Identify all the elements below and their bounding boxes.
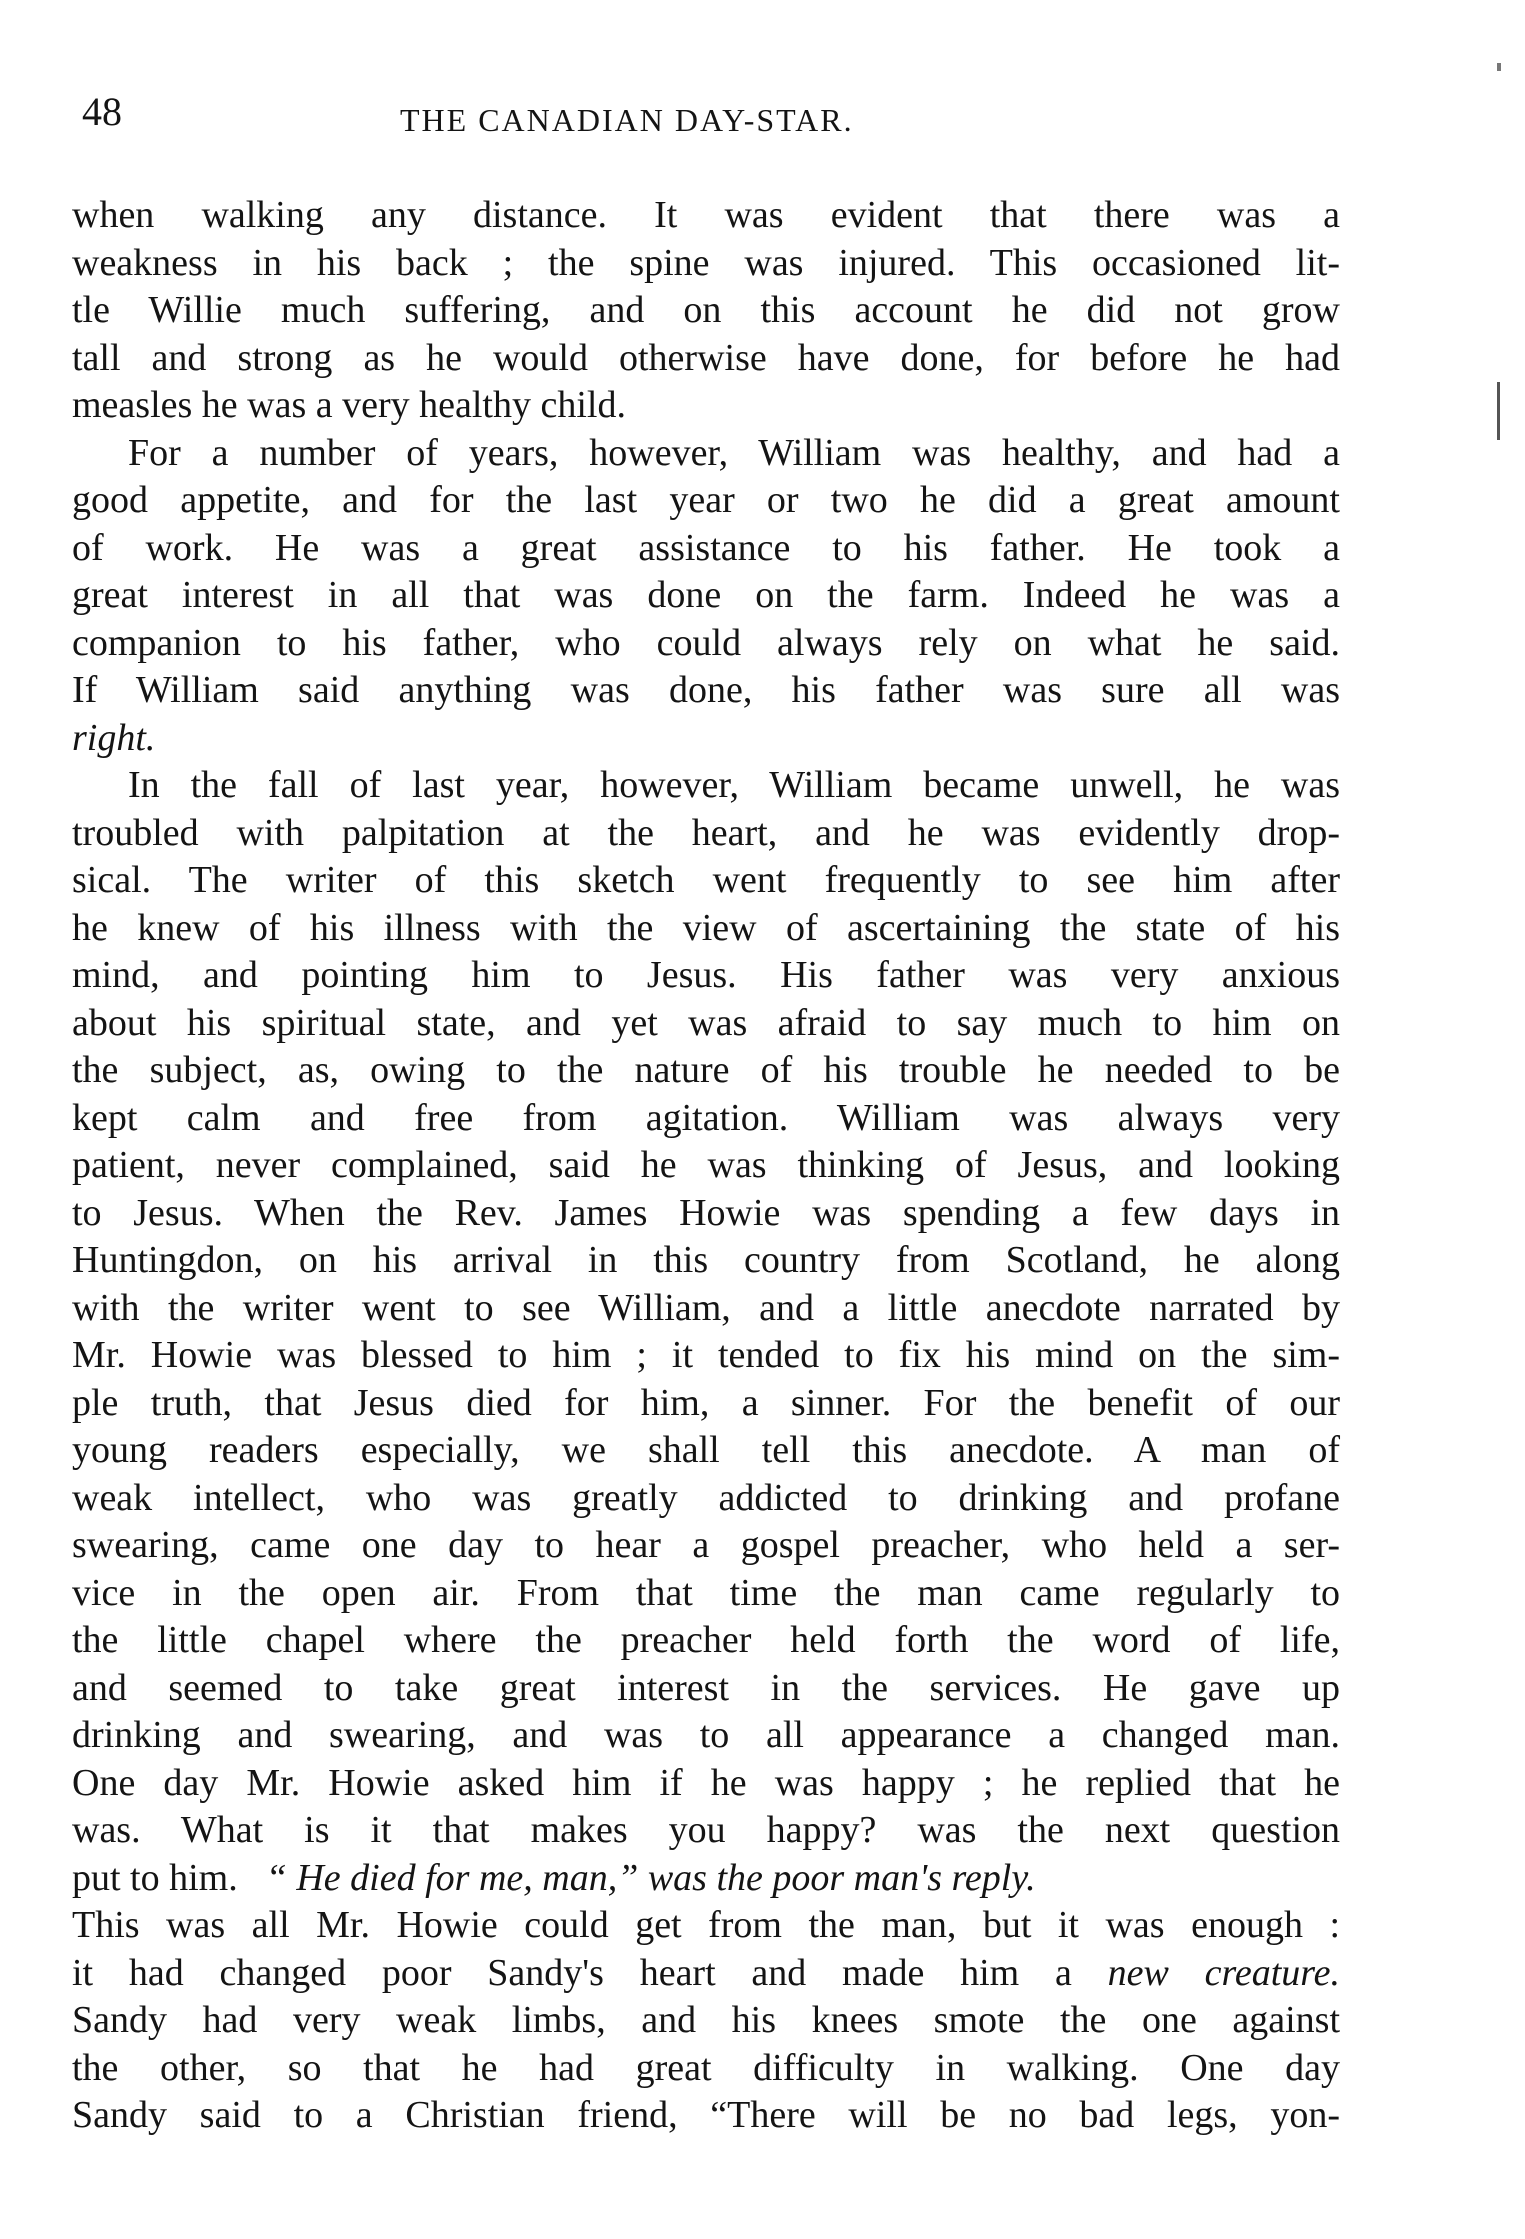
text-line: tall and strong as he would otherwise have done, for before he had — [72, 336, 1340, 379]
text-line: This was all Mr. Howie could get from the man, but it was enough : — [72, 1904, 1340, 1946]
text-fragment: it had changed poor Sandy's heart and made him a — [72, 1951, 1072, 1994]
text-line: when walking any distance. It was evident that there was a — [72, 194, 1340, 236]
body-text — [72, 192, 1340, 2140]
text-line: drinking and swearing, and was to all appearance a changed man. — [72, 1714, 1340, 1756]
text-line: he knew of his illness with the view of ascertaining the state of his — [72, 906, 1340, 949]
text-line: companion to his father, who could always rely on what he said. — [72, 621, 1340, 664]
text-line: Huntingdon, on his arrival in this country from Scotland, he along — [72, 1239, 1340, 1281]
text-line: For a number of years, however, William was healthy, and had a — [128, 431, 1340, 474]
text-line: with the writer went to see William, and a little anecdote narrated by — [72, 1286, 1340, 1329]
text-line: of work. He was a great assistance to his father. He took a — [72, 526, 1340, 569]
margin-mark — [1497, 382, 1500, 440]
text-line: and seemed to take great interest in the services. He gave up — [72, 1666, 1340, 1709]
text-line: measles he was a very healthy child. — [72, 384, 626, 426]
text-line: to Jesus. When the Rev. James Howie was spending a few days in — [72, 1191, 1340, 1234]
text-line: weak intellect, who was greatly addicted to drinking and profane — [72, 1476, 1340, 1519]
text-line: Sandy had very weak limbs, and his knees smote the one against — [72, 1999, 1340, 2041]
text-line: kept calm and free from agitation. William was always very — [72, 1096, 1340, 1139]
text-line: One day Mr. Howie asked him if he was happy ; he replied that he — [72, 1761, 1340, 1804]
text-line: sical. The writer of this sketch went frequently to see him after — [72, 859, 1340, 901]
text-line: patient, never complained, said he was thinking of Jesus, and looking — [72, 1144, 1340, 1186]
text-line: troubled with palpitation at the heart, and he was evidently drop- — [72, 811, 1340, 854]
text-line: weakness in his back ; the spine was injured. This occasioned lit- — [72, 241, 1340, 284]
quoted-reply: “ He died for me, man,” was the poor man's reply. — [265, 1856, 1036, 1899]
text-line: In the fall of last year, however, William became unwell, he was — [128, 764, 1340, 806]
text-fragment: put to him. — [72, 1856, 238, 1899]
text-line: great interest in all that was done on the farm. Indeed he was a — [72, 574, 1340, 616]
text-line: the little chapel where the preacher held forth the word of life, — [72, 1619, 1340, 1661]
text-line: ple truth, that Jesus died for him, a sinner. For the benefit of our — [72, 1381, 1340, 1424]
margin-mark-top — [1497, 63, 1501, 71]
text-line: right. — [72, 716, 156, 759]
text-line: swearing, came one day to hear a gospel preacher, who held a ser- — [72, 1524, 1340, 1566]
text-line: the subject, as, owing to the nature of his trouble he needed to be — [72, 1049, 1340, 1091]
emphasis-text: new creature. — [1107, 1951, 1340, 1994]
text-line: If William said anything was done, his father was sure all was — [72, 669, 1340, 711]
text-line: mind, and pointing him to Jesus. His father was very anxious — [72, 954, 1340, 996]
text-line — [72, 1950, 1340, 1998]
running-title: THE CANADIAN DAY-STAR. — [400, 102, 854, 138]
text-line: tle Willie much suffering, and on this account he did not grow — [72, 289, 1340, 331]
text-line: the other, so that he had great difficulty in walking. One day — [72, 2046, 1340, 2089]
text-line: Mr. Howie was blessed to him ; it tended to fix his mind on the sim- — [72, 1334, 1340, 1376]
text-line: Sandy said to a Christian friend, “There will be no bad legs, yon- — [72, 2094, 1340, 2136]
text-line: about his spiritual state, and yet was afraid to say much to him on — [72, 1001, 1340, 1044]
text-line: young readers especially, we shall tell this anecdote. A man of — [72, 1429, 1340, 1471]
text-line: was. What is it that makes you happy? was the next question — [72, 1809, 1340, 1851]
text-line: good appetite, and for the last year or two he did a great amount — [72, 479, 1340, 521]
text-line — [72, 1855, 1340, 1903]
text-line: vice in the open air. From that time the man came regularly to — [72, 1571, 1340, 1614]
page-number: 48 — [82, 89, 122, 134]
